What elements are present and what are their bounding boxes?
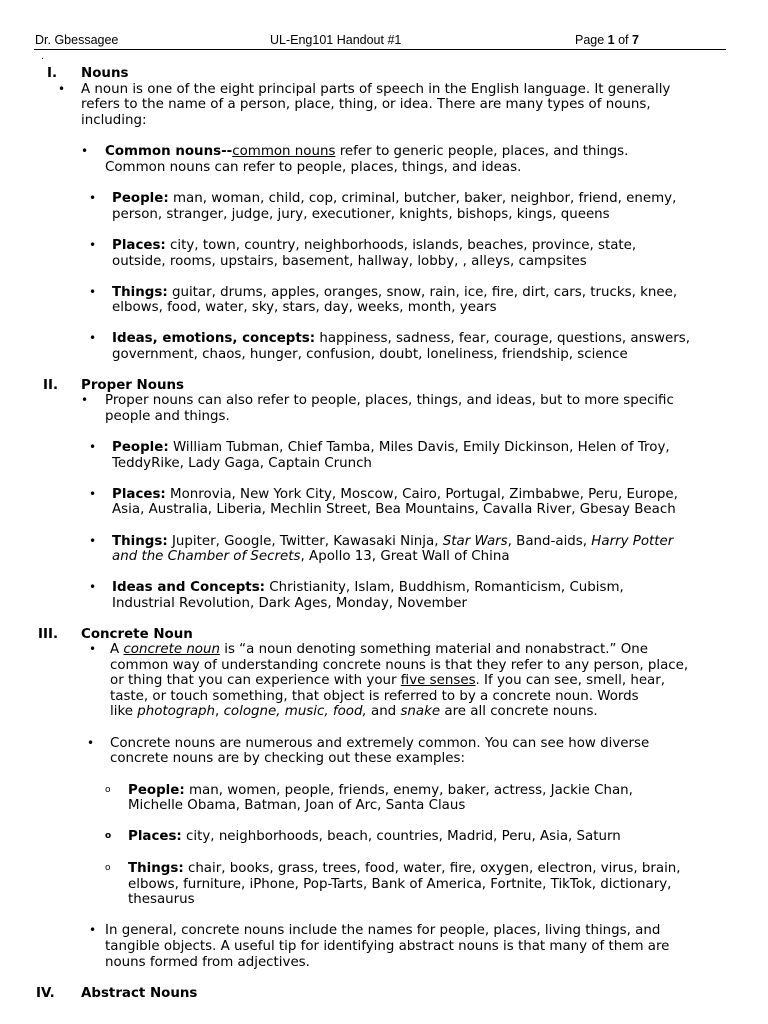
list-item: Places: city, neighborhoods, beach, countries, Madrid, Peru, Asia, Saturn xyxy=(128,829,621,844)
paragraph-line: A concrete noun is “a noun denoting something material and nonabstract.” One xyxy=(110,642,649,657)
paragraph-line: like photograph, cologne, music, food, and snake are all concrete nouns. xyxy=(110,704,598,719)
bullet: • xyxy=(89,238,97,252)
sub-bullet-circle: o xyxy=(105,831,112,841)
list-item-cont: elbows, furniture, iPhone, Pop-Tarts, Bank of America, Fortnite, TikTok, dictionary, xyxy=(128,877,672,892)
list-item-cont: thesaurus xyxy=(128,892,195,907)
section-number: III. xyxy=(38,627,59,642)
bullet: • xyxy=(89,285,97,299)
sub-bullet-circle: o xyxy=(105,785,111,795)
paragraph-line: refers to the name of a person, place, thing, or idea. There are many types of nouns, xyxy=(81,97,651,112)
bullet: • xyxy=(87,736,95,750)
header-page-number: Page 1 of 7 xyxy=(575,33,639,47)
section-title-concrete-noun: Concrete Noun xyxy=(81,627,193,642)
concrete-noun-link[interactable]: concrete noun xyxy=(123,642,220,657)
paragraph-line: nouns formed from adjectives. xyxy=(105,955,310,970)
paragraph-line: In general, concrete nouns include the names for people, places, living things, and xyxy=(105,923,661,938)
list-item-cont: and the Chamber of Secrets, Apollo 13, Great Wall of China xyxy=(112,549,510,564)
stray-mark: . xyxy=(41,51,45,62)
bullet: • xyxy=(81,144,89,158)
bullet: • xyxy=(89,487,97,501)
list-item-cont: government, chaos, hunger, confusion, doubt, loneliness, friendship, science xyxy=(112,347,628,362)
list-item: Things: Jupiter, Google, Twitter, Kawasaki Ninja, Star Wars, Band-aids, Harry Potter xyxy=(112,534,674,549)
list-item: Places: city, town, country, neighborhoods, islands, beaches, province, state, xyxy=(112,238,637,253)
bullet: • xyxy=(89,923,97,937)
section-number: II. xyxy=(43,378,59,393)
bullet: • xyxy=(89,191,97,205)
list-item: Ideas and Concepts: Christianity, Islam, Buddhism, Romanticism, Cubism, xyxy=(112,580,624,595)
paragraph-line: Proper nouns can also refer to people, places, things, and ideas, but to more specific xyxy=(105,393,674,408)
five-senses-link[interactable]: five senses xyxy=(400,673,476,688)
bullet: • xyxy=(89,440,97,454)
list-item: Things: chair, books, grass, trees, food, water, fire, oxygen, electron, virus, brain, xyxy=(128,861,681,876)
list-item: People: man, women, people, friends, enemy, baker, actress, Jackie Chan, xyxy=(128,783,633,798)
header-rule xyxy=(34,49,726,50)
list-item: Places: Monrovia, New York City, Moscow, Cairo, Portugal, Zimbabwe, Peru, Europe, xyxy=(112,487,678,502)
list-item: People: man, woman, child, cop, criminal, butcher, baker, neighbor, friend, enemy, xyxy=(112,191,677,206)
bullet: • xyxy=(89,642,97,656)
paragraph-line: concrete nouns are by checking out these examples: xyxy=(110,751,466,766)
list-item-cont: Industrial Revolution, Dark Ages, Monday, November xyxy=(112,596,467,611)
bullet: • xyxy=(89,331,97,345)
section-title-abstract-nouns: Abstract Nouns xyxy=(81,986,198,1001)
list-item-cont: elbows, food, water, sky, stars, day, weeks, month, years xyxy=(112,300,497,315)
list-item-cont: Michelle Obama, Batman, Joan of Arc, Santa Claus xyxy=(128,798,466,813)
list-item-cont: person, stranger, judge, jury, executioner, knights, bishops, kings, queens xyxy=(112,207,610,222)
paragraph-line: including: xyxy=(81,113,147,128)
sub-bullet-circle: o xyxy=(105,863,111,873)
section-number: IV. xyxy=(36,986,55,1001)
section-title-nouns: Nouns xyxy=(81,66,129,81)
bullet: • xyxy=(89,534,97,548)
paragraph-line: taste, or touch something, that object is referred to by a concrete noun. Words xyxy=(110,689,639,704)
list-item-cont: outside, rooms, upstairs, basement, hallway, lobby, , alleys, campsites xyxy=(112,254,587,269)
paragraph-line: or thing that you can experience with your five senses. If you can see, smell, hear, xyxy=(110,673,666,688)
paragraph-line: tangible objects. A useful tip for identifying abstract nouns is that many of them are xyxy=(105,939,670,954)
paragraph-line: people and things. xyxy=(105,409,230,424)
bullet: • xyxy=(89,580,97,594)
section-number: I. xyxy=(47,66,58,81)
section-title-proper-nouns: Proper Nouns xyxy=(81,378,184,393)
bullet: • xyxy=(81,393,89,407)
paragraph-line: Common nouns can refer to people, places, things, and ideas. xyxy=(105,160,522,175)
list-item-cont: Asia, Australia, Liberia, Mechlin Street, Bea Mountains, Cavalla River, Gbesay Beach xyxy=(112,502,676,517)
header-course: UL-Eng101 Handout #1 xyxy=(270,33,402,47)
list-item-cont: TeddyRike, Lady Gaga, Captain Crunch xyxy=(112,456,372,471)
paragraph-line: Concrete nouns are numerous and extremely common. You can see how diverse xyxy=(110,736,650,751)
paragraph-line: A noun is one of the eight principal parts of speech in the English language. It generally xyxy=(81,82,671,97)
list-item: People: William Tubman, Chief Tamba, Miles Davis, Emily Dickinson, Helen of Troy, xyxy=(112,440,670,455)
list-item: Things: guitar, drums, apples, oranges, snow, rain, ice, fire, dirt, cars, trucks, knee, xyxy=(112,285,678,300)
paragraph-line: common way of understanding concrete nouns is that they refer to any person, place, xyxy=(110,658,689,673)
list-item: Ideas, emotions, concepts: happiness, sadness, fear, courage, questions, answers, xyxy=(112,331,690,346)
bullet: • xyxy=(58,82,66,96)
common-nouns-line: Common nouns--common nouns refer to generic people, places, and things. xyxy=(105,144,629,159)
common-nouns-link[interactable]: common nouns xyxy=(232,144,336,159)
header-author: Dr. Gbessagee xyxy=(35,33,119,47)
